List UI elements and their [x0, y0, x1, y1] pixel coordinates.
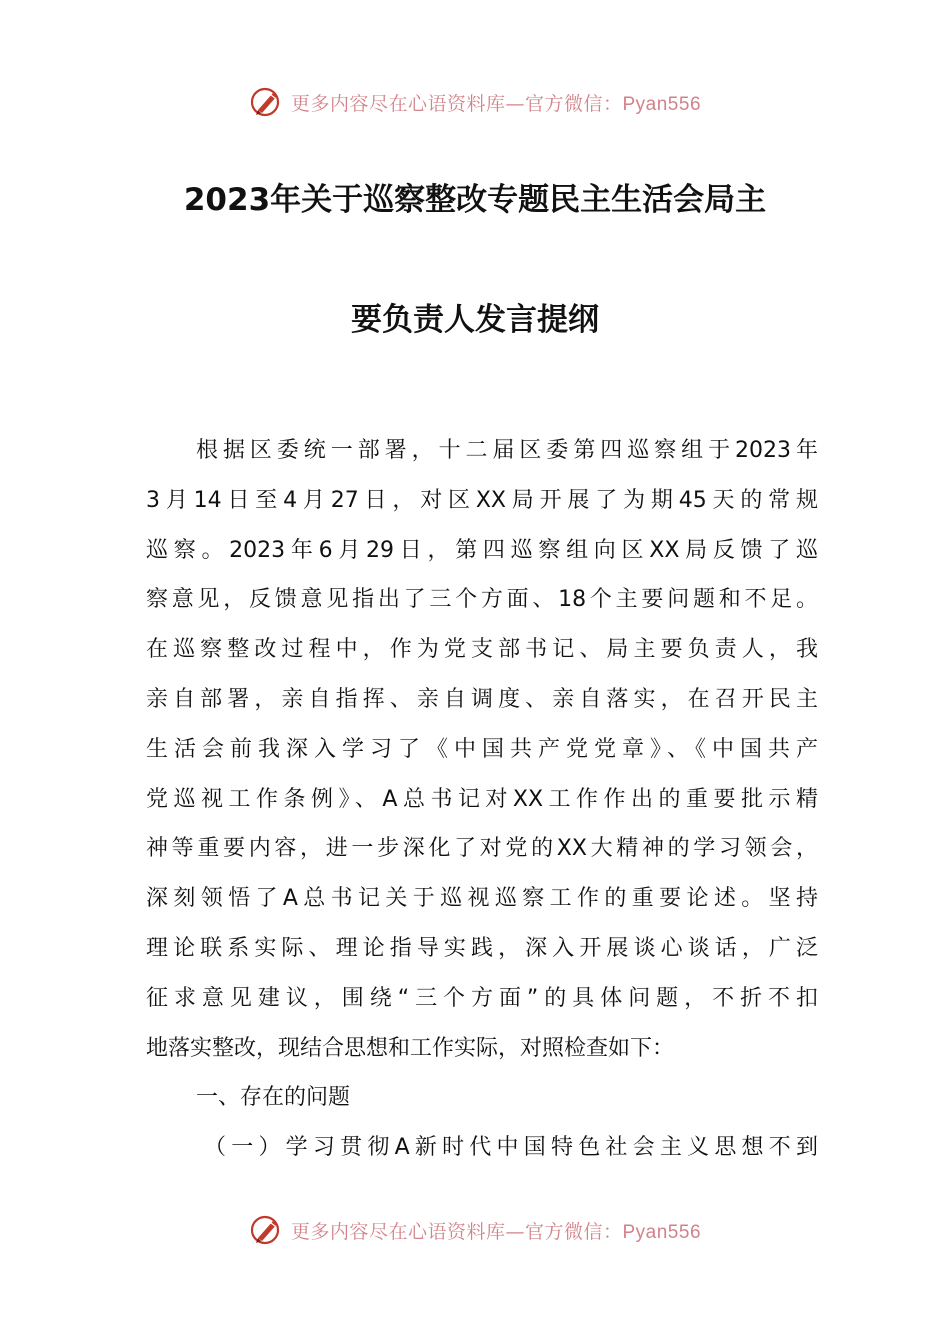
paragraph-line: 在巡察整改过程中，作为党支部书记、局主要负责人，我: [146, 637, 818, 663]
paragraph-line: 党巡视工作条例》、A总书记对XX工作作出的重要批示精: [146, 786, 818, 812]
paragraph-line: 征求意见建议，围绕“三个方面”的具体问题，不折不扣: [146, 985, 818, 1011]
paragraph-line: 地落实整改，现结合思想和工作实际，对照检查如下：: [146, 1035, 675, 1061]
pen-logo-icon: [249, 1212, 285, 1248]
pen-logo-icon: [249, 84, 285, 120]
paragraph-line: 生活会前我深入学习了《中国共产党党章》、《中国共产: [146, 736, 818, 762]
watermark-wechat-id: Pyan556: [622, 93, 702, 115]
document-body: [146, 426, 818, 1173]
watermark-text: 更多内容尽在心语资料库—官方微信：Pyan556: [290, 92, 702, 115]
paragraph-line: 巡察。2023年6月29日，第四巡察组向区XX局反馈了巡: [146, 537, 818, 563]
watermark-text: 更多内容尽在心语资料库—官方微信：Pyan556: [290, 1220, 702, 1243]
paragraph-line: 理论联系实际、理论指导实践，深入开展谈心谈话，广泛: [146, 935, 818, 961]
watermark-header: [0, 82, 950, 122]
watermark-footer: [0, 1210, 950, 1250]
subsection-heading: （一）学习贯彻A新时代中国特色社会主义思想不到: [204, 1135, 818, 1161]
paragraph-line: 深刻领悟了A总书记关于巡视巡察工作的重要论述。坚持: [146, 886, 818, 912]
section-heading: 一、存在的问题: [196, 1085, 351, 1111]
watermark-wechat-id: Pyan556: [622, 1221, 702, 1243]
document-title-line-1: 2023年关于巡察整改专题民主生活会局主: [183, 182, 767, 218]
paragraph-line: 亲自部署，亲自指挥、亲自调度、亲自落实，在召开民主: [146, 686, 818, 712]
document-title-line-2: 要负责人发言提纲: [351, 302, 599, 338]
paragraph-line: 3月14日至4月27日，对区XX局开展了为期45天的常规: [146, 487, 818, 513]
paragraph-line: 察意见，反馈意见指出了三个方面、18个主要问题和不足。: [146, 587, 818, 613]
paragraph-line: 根据区委统一部署，十二届区委第四巡察组于2023年: [196, 438, 818, 463]
paragraph-line: 神等重要内容，进一步深化了对党的XX大精神的学习领会，: [146, 836, 818, 862]
